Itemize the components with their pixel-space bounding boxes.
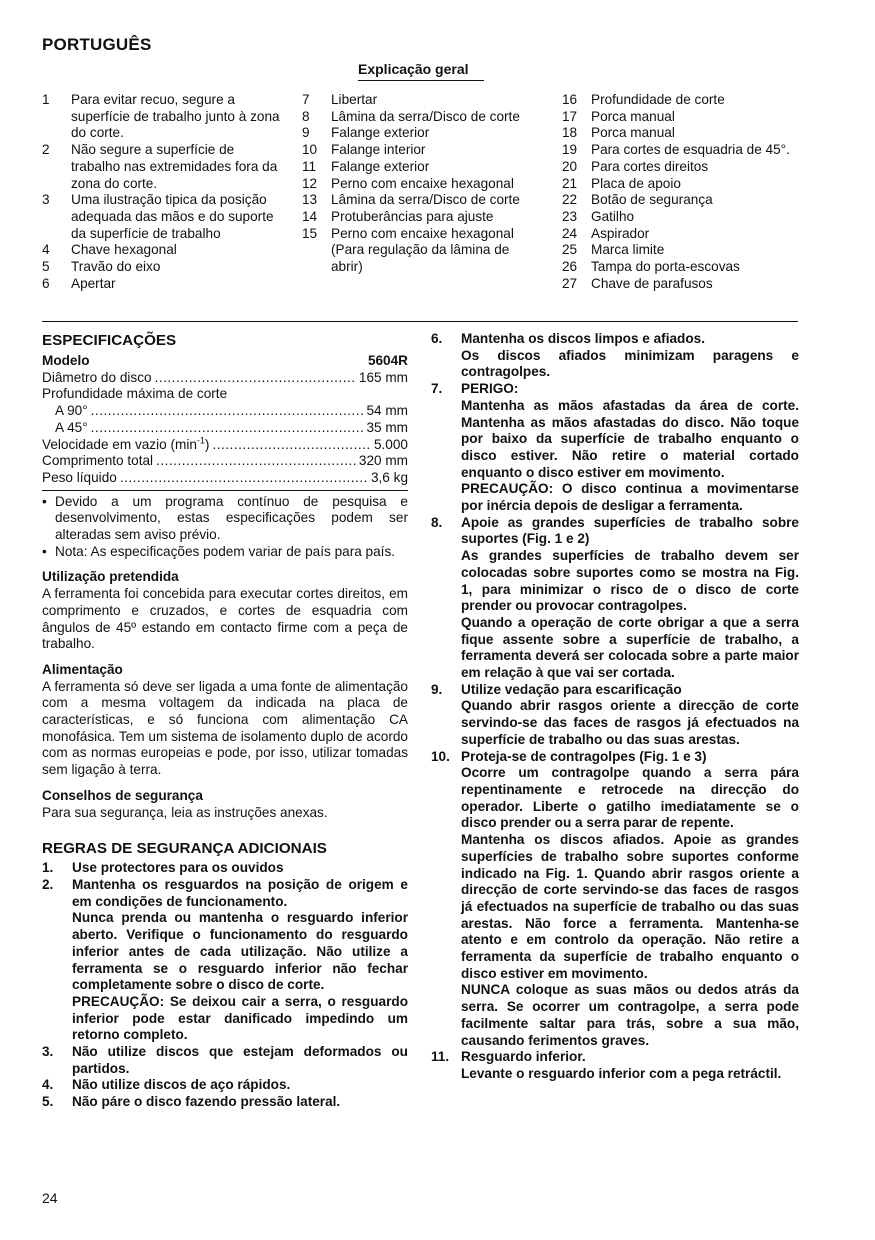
spec-speed-label: Velocidade em vazio $(\min^{-1})$ [42, 434, 210, 452]
general-item-number: 4 [42, 242, 50, 258]
general-item [302, 142, 542, 159]
safety-rule-number: 11. [431, 1049, 450, 1065]
general-item [302, 192, 542, 209]
general-item-text: Para cortes de esquadria de 45°. [591, 142, 790, 158]
spec-45-row [42, 420, 408, 437]
general-item [562, 142, 842, 159]
safety-rule-paragraph: Não utilize discos que estejam deformados ou partidos. [72, 1044, 408, 1076]
spec-divider [42, 490, 408, 491]
general-item [42, 276, 282, 293]
safety-rule [42, 1077, 408, 1094]
rules-list-left [42, 860, 408, 1111]
general-item-number: 11 [302, 158, 317, 174]
safety-rule-paragraph: Nunca prenda ou mantenha o resguardo inferior aberto. Verifique o funcionamento do resguardo inferior antes de cada utilização. Não utilize a ferramenta se o resguardo inferior não fechar completamente sobre o disco de corte. [72, 910, 408, 993]
general-item-text: Profundidade de corte [591, 92, 725, 107]
general-item-text: Apertar [71, 275, 116, 291]
safety-rule [431, 749, 799, 1050]
general-item-number: 21 [562, 175, 578, 191]
general-item [562, 276, 842, 293]
general-item [42, 192, 282, 242]
general-explanation-title: Explicação geral [358, 60, 484, 81]
safety-rule-paragraph: Quando abrir rasgos oriente a direcção de corte servindo-se das faces de rasgos já efectuados na superfície de trabalho ou das suas arestas. [461, 698, 799, 747]
general-item-text: Para evitar recuo, segure a superfície de trabalho junto à zona do corte. [71, 92, 280, 141]
general-item-number: 12 [302, 175, 318, 191]
spec-diameter-value: 165 mm [358, 369, 408, 385]
general-item-text: Não segure a superfície de trabalho nas extremidades fora da zona do corte. [71, 142, 278, 191]
spec-length-label: Comprimento total [42, 453, 154, 469]
spec-diameter-label: Diâmetro do disco [42, 369, 152, 385]
power-text: A ferramenta só deve ser ligada a uma fonte de alimentação com a mesma voltagem da indicada na placa de características, e só funciona com alimentação CA monofásica. Tem um sistema de isolamento duplo de acordo com as normas europeias e pode, por isso, utilizar tomadas sem ligação à terra. [42, 678, 408, 778]
intended-use-text: A ferramenta foi concebida para executar cortes direitos, em comprimento e cruzados, e cortes de esquadria com ângulos de 45º estando em contacto firme com a peça de trabalho. [42, 586, 408, 652]
general-item [302, 109, 542, 126]
safety-rule-paragraph: Mantenha os resguardos na posição de origem e em condições de funcionamento. [72, 876, 408, 909]
general-item-text: Placa de apoio [591, 175, 681, 191]
rules-title: REGRAS DE SEGURANÇA ADICIONAIS [42, 840, 327, 858]
safety-rule-paragraph: PERIGO: [461, 381, 519, 397]
general-item-text: Perno com encaixe hexagonal [331, 175, 514, 191]
general-item-number: 9 [302, 125, 310, 141]
general-item-text: Lâmina da serra/Disco de corte [331, 192, 520, 208]
safety-rule-paragraph: Mantenha as mãos afastadas da área de corte. Mantenha as mãos afastadas do disco. Não toque por baixo da superfície de trabalho enquanto o disco estiver. Não retire o material cortado enquanto o disco estiver em movimento. [461, 397, 799, 480]
general-list-col3 [562, 92, 842, 292]
general-item-text: Lâmina da serra/Disco de corte [331, 108, 520, 124]
general-item-number: 8 [302, 108, 310, 124]
rules-list-right [431, 331, 799, 1083]
general-item-text: Libertar [331, 92, 378, 107]
safety-rule-paragraph: Use protectores para os ouvidos [72, 860, 284, 876]
safety-rule-paragraph: Utilize vedação para escarificação [461, 681, 682, 697]
general-item-text: Falange exterior [331, 158, 430, 174]
spec-45-label: A 45° [55, 419, 88, 435]
general-item-text: Uma ilustração tipica da posição adequada das mãos e do suporte da superfície de trabalho [71, 192, 274, 241]
spec-weight-row [42, 470, 408, 487]
general-item-text: Chave de parafusos [591, 275, 713, 291]
general-item-number: 7 [302, 92, 310, 107]
general-item [302, 209, 542, 226]
general-item-number: 22 [562, 192, 578, 208]
general-item [42, 92, 282, 142]
general-item [562, 159, 842, 176]
safety-rule-paragraph: Não páre o disco fazendo pressão lateral. [72, 1094, 341, 1110]
intended-use-title: Utilização pretendida [42, 569, 179, 585]
safety-rule [431, 515, 799, 682]
section-divider [42, 321, 798, 322]
spec-notes [42, 494, 408, 561]
safety-rule-number: 1. [42, 860, 54, 876]
general-item-text: Para cortes direitos [591, 158, 709, 174]
general-item-text: Botão de segurança [591, 192, 713, 208]
safety-rule-number: 3. [42, 1044, 54, 1060]
spec-weight-value: 3,6 kg [370, 469, 408, 485]
left-column [42, 331, 408, 1111]
safety-rule [42, 860, 408, 877]
spec-note: • Devido a um programa contínuo de pesquisa e desenvolvimento, estas especificações podem ser alteradas sem aviso prévio. [42, 493, 408, 543]
general-item [302, 176, 542, 193]
general-item [302, 159, 542, 176]
general-item-text: Aspirador [591, 225, 650, 241]
spec-depth-label: Profundidade máxima de corte [42, 386, 228, 402]
spec-speed-value: 5.000 [373, 436, 408, 452]
general-item [302, 92, 542, 109]
general-item-text: Porca manual [591, 108, 675, 124]
safety-rule-paragraph: Não utilize discos de aço rápidos. [72, 1077, 291, 1093]
safety-rule-paragraph: PRECAUÇÃO: O disco continua a movimentarse por inércia depois de desligar a ferramenta. [461, 481, 799, 514]
safety-rule-number: 10. [431, 748, 450, 764]
spec-90-row [42, 403, 408, 420]
safety-rule-number: 6. [431, 331, 443, 346]
general-item-number: 17 [562, 108, 578, 124]
general-item [562, 192, 842, 209]
safety-rule [431, 381, 799, 515]
safety-rule-paragraph: Os discos afiados minimizam paragens e contragolpes. [461, 347, 799, 380]
power-title: Alimentação [42, 661, 123, 677]
spec-speed-row [42, 434, 408, 454]
general-item-number: 26 [562, 259, 578, 275]
general-item-number: 20 [562, 158, 578, 174]
general-item-text: Perno com encaixe hexagonal (Para regulação da lâmina de abrir) [331, 225, 514, 275]
spec-90-value: 54 mm [366, 403, 408, 419]
safety-rule [431, 1049, 799, 1082]
safety-tips-title: Conselhos de segurança [42, 787, 203, 803]
general-item [562, 242, 842, 259]
general-item-text: Travão do eixo [71, 259, 161, 275]
general-item-number: 2 [42, 142, 50, 158]
general-item [42, 242, 282, 259]
general-item-number: 15 [302, 225, 318, 241]
general-item [562, 92, 842, 109]
specs-title: ESPECIFICAÇÕES [42, 332, 177, 349]
general-item [302, 226, 542, 276]
general-item [562, 125, 842, 142]
general-item-text: Porca manual [591, 125, 675, 141]
general-list-col1 [42, 92, 282, 292]
spec-model-label: Modelo [42, 353, 90, 368]
general-item-number: 14 [302, 208, 318, 224]
general-item-text: Chave hexagonal [71, 242, 177, 258]
spec-model-value: 5604R [367, 353, 408, 368]
general-item [562, 226, 842, 243]
safety-rule-number: 9. [431, 681, 443, 697]
spec-length-row [42, 453, 408, 470]
safety-rule-paragraph: Proteja-se de contragolpes (Fig. 1 e 3) [461, 748, 707, 764]
safety-tips-text: Para sua segurança, leia as instruções anexas. [42, 804, 328, 820]
general-item-number: 10 [302, 142, 318, 158]
general-item [42, 259, 282, 276]
spec-model-row [42, 353, 408, 370]
safety-rule-paragraph: Mantenha os discos afiados. Apoie as grandes superfícies de trabalho sobre suportes conforme indicado na Fig. 1. Quando abrir rasgos oriente a direcção de corte servindo-se das faces de rasgos já efectuados na superfície de trabalho ou das suas arestas. Não force a ferramenta. Mantenha-se atento e em controlo da operação. Não retire a ferramenta da superfície de trabalho enquanto o disco estiver em movimento. [461, 832, 799, 981]
page-number: 24 [42, 1190, 58, 1206]
safety-rule [42, 1044, 408, 1077]
general-item [562, 109, 842, 126]
safety-rule-paragraph: Mantenha os discos limpos e afiados. [461, 331, 705, 346]
general-item-number: 24 [562, 225, 578, 241]
general-item-number: 13 [302, 192, 318, 208]
general-item-number: 18 [562, 125, 578, 141]
language-heading: PORTUGUÊS [42, 35, 152, 54]
safety-rule-number: 8. [431, 514, 443, 530]
general-item-text: Gatilho [591, 208, 635, 224]
safety-rule-number: 5. [42, 1094, 54, 1110]
spec-weight-label: Peso líquido [42, 469, 117, 485]
general-item [562, 176, 842, 193]
general-item-number: 19 [562, 142, 578, 158]
general-item-number: 6 [42, 275, 50, 291]
safety-rule [42, 877, 408, 1044]
spec-note: • Nota: As especificações podem variar de país para país. [42, 543, 396, 559]
general-item-number: 16 [562, 92, 578, 107]
general-item-number: 27 [562, 275, 578, 291]
right-column [431, 331, 799, 1083]
safety-rule-paragraph: As grandes superfícies de trabalho devem ser colocadas sobre suportes como se mostra na Fig. 1, para minimizar o risco de o disco de corte prender ou provocar contragolpes. [461, 548, 799, 614]
general-item [562, 209, 842, 226]
general-item-number: 3 [42, 192, 50, 208]
safety-rule-number: 7. [431, 381, 443, 397]
general-item [302, 125, 542, 142]
safety-rule-paragraph: Ocorre um contragolpe quando a serra pára repentinamente e retrocede na direcção do operador. Liberte o gatilho imediatamente se o disco prender ou a serra parar de repente. [461, 765, 799, 831]
general-item [42, 142, 282, 192]
general-item-text: Tampa do porta-escovas [591, 259, 740, 275]
safety-rule-paragraph: NUNCA coloque as suas mãos ou dedos atrás da serra. Se ocorrer um contragolpe, a serra pode facilmente saltar para trás, sobre a sua mão, causando ferimentos graves. [461, 982, 799, 1048]
safety-rule [431, 331, 799, 381]
safety-rule [431, 682, 799, 749]
safety-rule-paragraph: Levante o resguardo inferior com a pega retráctil. [461, 1065, 782, 1081]
general-item-text: Falange interior [331, 142, 426, 158]
safety-rule-paragraph: PRECAUÇÃO: Se deixou cair a serra, o resguardo inferior pode estar danificado impedindo um retorno completo. [72, 993, 408, 1043]
safety-rule-number: 2. [42, 876, 54, 892]
general-item-number: 5 [42, 259, 50, 275]
general-item-number: 25 [562, 242, 578, 258]
general-item-text: Falange exterior [331, 125, 430, 141]
general-item [562, 259, 842, 276]
safety-rule [42, 1094, 408, 1111]
general-item-text: Marca limite [591, 242, 665, 258]
spec-diameter-row [42, 370, 408, 387]
safety-rule-paragraph: Apoie as grandes superfícies de trabalho sobre suportes (Fig. 1 e 2) [461, 514, 799, 547]
spec-45-value: 35 mm [366, 419, 408, 435]
general-item-number: 23 [562, 208, 578, 224]
safety-rule-number: 4. [42, 1077, 54, 1093]
general-item-number: 1 [42, 92, 50, 107]
spec-90-label: A 90° [55, 403, 88, 419]
general-item-text: Protuberâncias para ajuste [331, 208, 494, 224]
general-list-col2 [302, 92, 542, 276]
safety-rule-paragraph: Quando a operação de corte obrigar a que a serra fique assente sobre a superfície de trabalho, a ferramenta deverá ser colocada sobre a parte maior em relação à que vai ser cortada. [461, 614, 799, 681]
safety-rule-paragraph: Resguardo inferior. [461, 1049, 586, 1065]
spec-length-value: 320 mm [358, 453, 408, 469]
